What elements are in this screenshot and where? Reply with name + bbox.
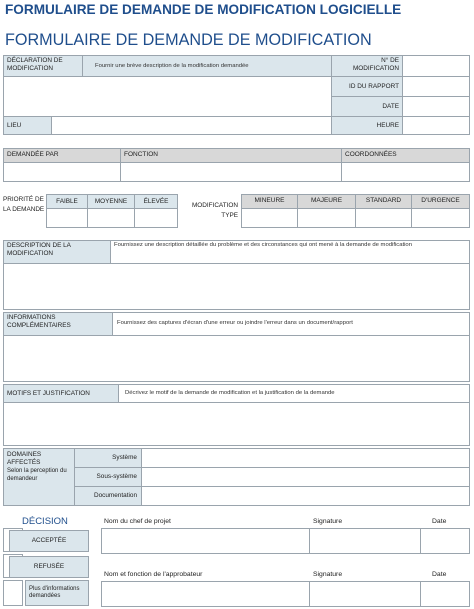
time-label: HEURE (331, 116, 403, 135)
report-id-field[interactable] (402, 76, 470, 97)
modification-number-field[interactable] (402, 55, 470, 77)
approver-field[interactable] (101, 581, 310, 607)
priority-high-box[interactable] (134, 208, 178, 228)
affected-subsystem-field[interactable] (141, 467, 470, 487)
description-label: DESCRIPTION DE LA MODIFICATION (3, 240, 111, 264)
type-major[interactable]: MAJEURE (297, 194, 356, 209)
type-standard-box[interactable] (355, 208, 412, 228)
contact-details-field[interactable] (341, 162, 470, 182)
affected-system-label: Système (74, 448, 142, 468)
modification-number-label: N° DE MODIFICATION (331, 55, 403, 77)
location-field[interactable] (51, 116, 332, 135)
type-emergency[interactable]: D'URGENCE (411, 194, 470, 209)
accepted-label: ACCEPTÉE (9, 530, 89, 552)
more-info-label: Plus d'informations demandées (25, 580, 89, 606)
affected-areas-subtitle: Selon la perception du demandeur (7, 468, 67, 482)
signature-field-2[interactable] (309, 581, 421, 607)
justification-label: MOTIFS ET JUSTIFICATION (3, 384, 119, 403)
function-field[interactable] (120, 162, 342, 182)
refused-label: REFUSÉE (9, 556, 89, 578)
signature-field-1[interactable] (309, 528, 421, 554)
priority-low-box[interactable] (46, 208, 88, 228)
project-manager-field[interactable] (101, 528, 310, 554)
time-field[interactable] (402, 116, 470, 135)
date-label: DATE (331, 96, 403, 117)
date-field[interactable] (402, 96, 470, 117)
declaration-hint: Fournir une brève description de la modification demandée (82, 55, 332, 77)
form-subtitle: FORMULAIRE DE DEMANDE DE MODIFICATION (5, 31, 372, 49)
requested-by-field[interactable] (3, 162, 121, 182)
additional-info-hint: Fournissez des captures d'écran d'une erreur ou joindre l'erreur dans un document/rapport (112, 312, 470, 336)
signature-label-1: Signature (313, 518, 343, 525)
contact-details-label: COORDONNÉES (341, 148, 470, 163)
priority-medium-box[interactable] (87, 208, 135, 228)
priority-label: PRIORITÉ DE LA DEMANDE (3, 196, 45, 213)
page-title: FORMULAIRE DE DEMANDE DE MODIFICATION LOGICIELLE (5, 2, 402, 17)
affected-documentation-field[interactable] (141, 486, 470, 506)
report-id-label: ID DU RAPPORT (331, 76, 403, 97)
type-major-box[interactable] (297, 208, 356, 228)
priority-medium[interactable]: MOYENNE (87, 194, 135, 209)
requested-by-label: DEMANDÉE PAR (3, 148, 121, 163)
description-hint: Fournissez une description détaillée du problème et des circonstances qui ont mené à la demande de modification (110, 240, 470, 264)
more-info-checkbox[interactable] (3, 580, 23, 606)
approver-label: Nom et fonction de l'approbateur (104, 571, 203, 578)
date-label-2: Date (432, 571, 447, 578)
affected-documentation-label: Documentation (74, 486, 142, 506)
function-label: FONCTION (120, 148, 342, 163)
decision-title: DÉCISION (22, 516, 68, 527)
type-minor[interactable]: MINEURE (241, 194, 298, 209)
affected-areas-label-cell (3, 448, 75, 506)
affected-system-field[interactable] (141, 448, 470, 468)
modification-type-label: MODIFICATION TYPE (191, 202, 238, 219)
date-field-1[interactable] (420, 528, 470, 554)
declaration-label: DÉCLARATION DE MODIFICATION (3, 55, 83, 77)
priority-low[interactable]: FAIBLE (46, 194, 88, 209)
affected-areas-label: DOMAINES AFFECTÉS (7, 451, 42, 466)
date-label-1: Date (432, 518, 447, 525)
project-manager-label: Nom du chef de projet (104, 518, 171, 525)
type-emergency-box[interactable] (411, 208, 470, 228)
type-minor-box[interactable] (241, 208, 298, 228)
signature-label-2: Signature (313, 571, 343, 578)
type-standard[interactable]: STANDARD (355, 194, 412, 209)
date-field-2[interactable] (420, 581, 470, 607)
priority-high[interactable]: ÉLEVÉE (134, 194, 178, 209)
justification-hint: Décrivez le motif de la demande de modification et la justification de la demande (118, 384, 470, 403)
additional-info-label: INFORMATIONS COMPLÉMENTAIRES (3, 312, 113, 336)
location-label: LIEU (3, 116, 52, 135)
affected-subsystem-label: Sous-système (74, 467, 142, 487)
